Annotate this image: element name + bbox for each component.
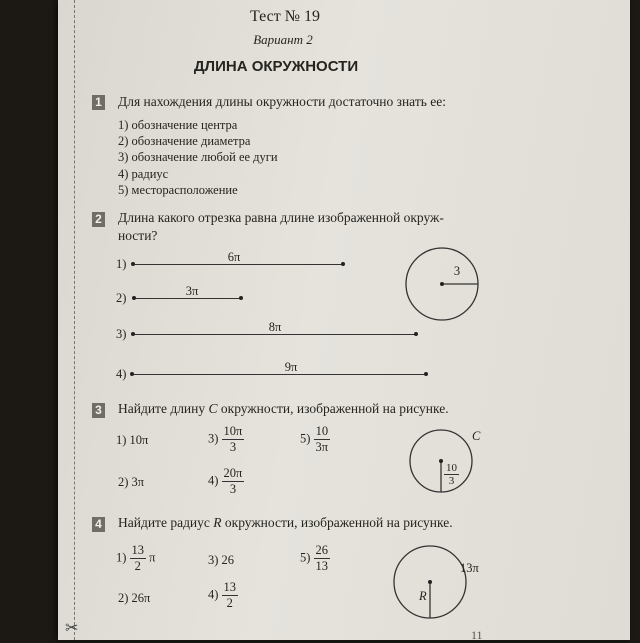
scissors-icon: ✂ (65, 620, 79, 637)
q2-radius-label: 3 (453, 264, 461, 278)
segment-2-label: 2) (116, 291, 127, 305)
q1-option-4: 4) радиус (118, 167, 169, 181)
segment-3-end-dot (414, 332, 418, 336)
q3-option-2: 2) 3π (118, 475, 145, 489)
q4-option-2: 2) 26π (118, 591, 151, 605)
segment-3-start-dot (131, 332, 135, 336)
q3-circle-figure (408, 428, 474, 494)
question-2-number: 2 (92, 212, 105, 227)
segment-3-value: 8π (268, 320, 282, 334)
question-1-text: Для нахождения длины окружности достаточно знать ее: (118, 94, 446, 109)
q3-circle-label: C (472, 429, 481, 443)
q4-circumference-label: 13π (460, 561, 479, 575)
q1-option-5: 5) месторасположение (118, 183, 238, 197)
test-title: Тест № 19 (249, 8, 321, 25)
question-2-text-line2: ности? (118, 228, 158, 243)
q4-option-3: 3) 26 (208, 553, 235, 567)
segment-4-line (132, 374, 426, 375)
cut-line (74, 0, 75, 640)
segment-4-start-dot (130, 372, 134, 376)
test-sheet (58, 0, 630, 640)
q3-center-dot (439, 459, 443, 463)
segment-1-start-dot (131, 262, 135, 266)
question-2-text-line1: Длина какого отрезка равна длине изображенной окруж- (118, 210, 444, 225)
variant-label: Вариант 2 (253, 32, 313, 47)
segment-2-end-dot (239, 296, 243, 300)
segment-2-value: 3π (185, 284, 199, 298)
q4-circle-figure (392, 544, 468, 620)
q2-center-dot (440, 282, 444, 286)
question-3-text: Найдите длину C окружности, изображенной на рисунке. (118, 401, 449, 416)
question-3-number: 3 (92, 403, 105, 418)
segment-1-end-dot (341, 262, 345, 266)
q3-option-5: 5) $\frac{10}{3\pi}$ (300, 424, 329, 454)
q2-circle-figure (404, 246, 480, 322)
question-1-number: 1 (92, 95, 105, 110)
q3-option-4: 4) $\frac{20\pi}{3}$ (208, 466, 243, 496)
q3-option-3: 3) $\frac{10\pi}{3}$ (208, 424, 243, 454)
q1-option-2: 2) обозначение диаметра (118, 134, 251, 148)
question-4-text: Найдите радиус R окружности, изображенной на рисунке. (118, 515, 453, 530)
q4-option-5: 5) $\frac{26}{13}$ (300, 543, 329, 573)
q1-option-3: 3) обозначение любой ее дуги (118, 150, 278, 164)
segment-1-label: 1) (116, 257, 127, 271)
q3-option-1: 1) 10π (116, 433, 149, 447)
q4-center-dot (428, 580, 432, 584)
q4-radius-label: R (419, 589, 427, 603)
topic-heading: ДЛИНА ОКРУЖНОСТИ (193, 58, 359, 75)
segment-3-label: 3) (116, 327, 127, 341)
segment-1-value: 6π (227, 250, 241, 264)
segment-4-value: 9π (284, 360, 298, 374)
q1-option-1: 1) обозначение центра (118, 118, 238, 132)
question-4-number: 4 (92, 517, 105, 532)
segment-4-end-dot (424, 372, 428, 376)
segment-2-start-dot (132, 296, 136, 300)
q4-option-1: 1) $\frac{13}{2}$ π (116, 543, 156, 573)
page-number: 11 (471, 628, 483, 642)
q3-radius-label: $\frac{10}{3}$ (446, 462, 457, 487)
q4-option-4: 4) $\frac{13}{2}$ (208, 580, 237, 610)
segment-4-label: 4) (116, 367, 127, 381)
